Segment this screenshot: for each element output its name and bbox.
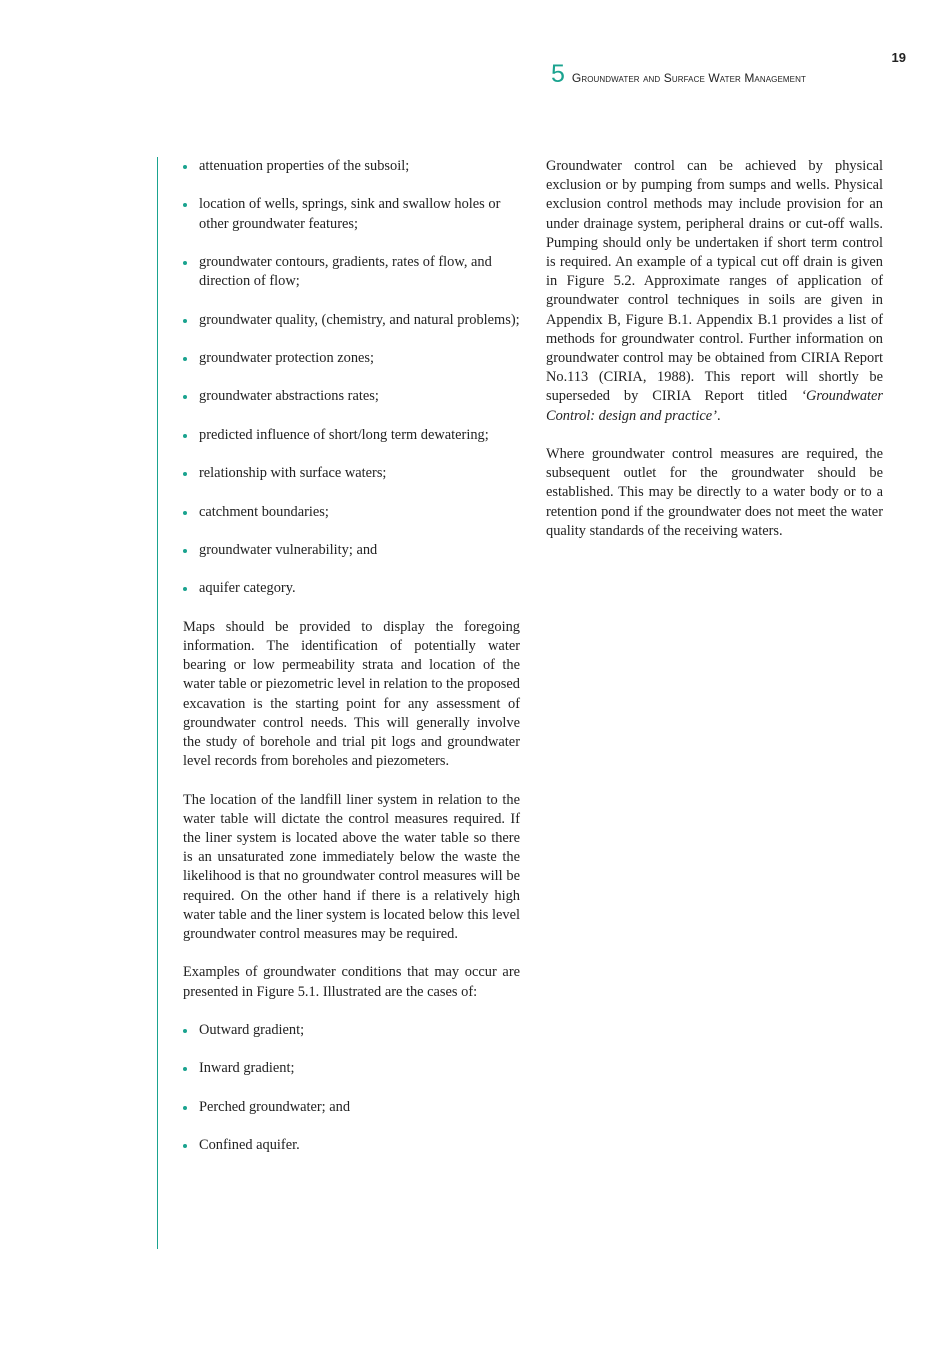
list-item: groundwater vulnerability; and xyxy=(183,541,520,560)
list-item: aquifer category. xyxy=(183,579,520,598)
list-item: catchment boundaries; xyxy=(183,503,520,522)
margin-rule xyxy=(157,157,158,1249)
paragraph-maps: Maps should be provided to display the foregoing information. The identification of potentially water bearing or low permeability strata and location of the water table or piezometric level in relation to the proposed excavation is the starting point for any assessment of groundwater control needs. This will generally involve the study of borehole and trial pit logs and groundwater level records from boreholes and piezometers. xyxy=(183,618,520,770)
bullet-list-top xyxy=(183,157,520,599)
paragraph-text: Groundwater control can be achieved by physical exclusion or by pumping from sumps and wells. Physical exclusion control methods may include provision for an under drainage system, peripheral drains or cut-off walls. Pumping should only be undertaken if short term control is required. An example of a typical cut off drain is given in Figure 5.2. Approximate ranges of application of groundwater control techniques in soils are given in Appendix B, Figure B.1. Appendix B.1 provides a list of methods for groundwater control. Further information on groundwater control may be obtained from CIRIA Report No.113 (CIRIA, 1988). This report will shortly be superseded by CIRIA Report titled xyxy=(546,158,883,405)
list-item: location of wells, springs, sink and swallow holes or other groundwater features; xyxy=(183,195,520,233)
list-item: Perched groundwater; and xyxy=(183,1098,520,1117)
list-item: groundwater contours, gradients, rates of flow, and direction of flow; xyxy=(183,253,520,291)
list-item: groundwater abstractions rates; xyxy=(183,387,520,406)
paragraph-outlet: Where groundwater control measures are required, the subsequent outlet for the groundwater should be established. This may be directly to a water body or to a retention pond if the groundwater does not meet the water quality standards of the receiving waters. xyxy=(546,446,883,539)
list-item: Outward gradient; xyxy=(183,1021,520,1040)
list-item: Confined aquifer. xyxy=(183,1136,520,1155)
list-item: groundwater protection zones; xyxy=(183,349,520,368)
list-item: Inward gradient; xyxy=(183,1059,520,1078)
bullet-list-cases xyxy=(183,1021,520,1155)
paragraph-end: . xyxy=(716,407,721,424)
list-item: attenuation properties of the subsoil; xyxy=(183,157,520,176)
page-number: 19 xyxy=(891,50,906,65)
left-column xyxy=(183,157,520,1174)
right-column xyxy=(546,157,883,560)
running-header xyxy=(551,60,806,89)
chapter-title: Groundwater and Surface Water Management xyxy=(571,71,806,85)
chapter-number: 5 xyxy=(551,60,565,88)
paragraph-groundwater-control xyxy=(546,157,883,426)
paragraph-liner-location: The location of the landfill liner system in relation to the water table will dictate the control measures required. If the liner system is located above the water table so there is an unsaturated zone immediately below the waste the likelihood is that no groundwater control measures will be required. On the other hand if there is a relatively high water table and the liner system is located below this level groundwater control measures may be required. xyxy=(183,791,520,942)
list-item: relationship with surface waters; xyxy=(183,464,520,483)
list-item: predicted influence of short/long term dewatering; xyxy=(183,426,520,445)
list-item: groundwater quality, (chemistry, and natural problems); xyxy=(183,311,520,330)
paragraph-examples: Examples of groundwater conditions that may occur are presented in Figure 5.1. Illustrated are the cases of: xyxy=(183,964,520,1000)
report-title: ‘Groundwater Control: design and practice’ xyxy=(546,388,883,424)
